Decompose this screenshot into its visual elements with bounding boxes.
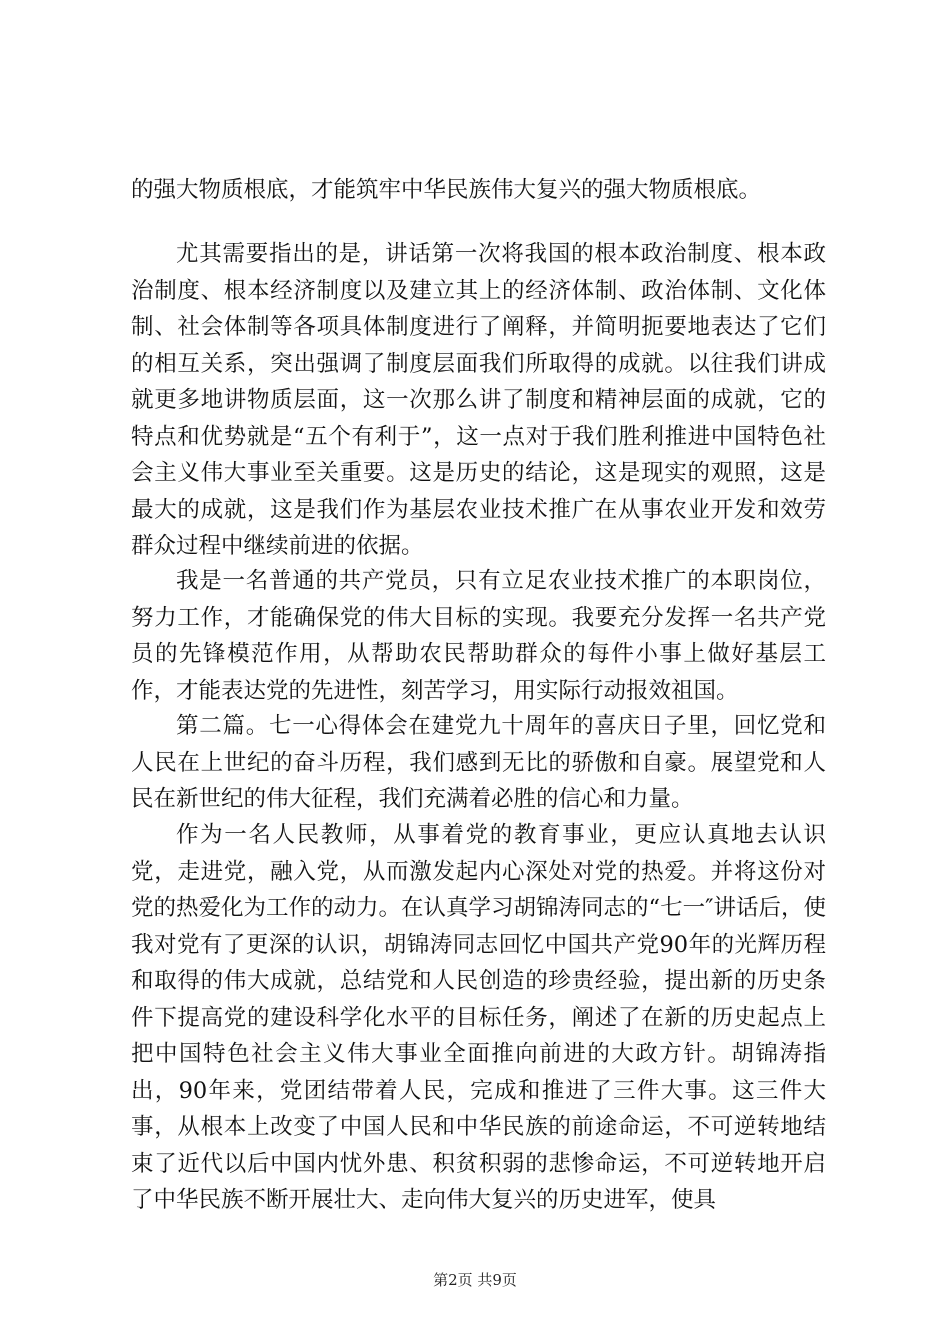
paragraph-party-member-duty: 我是一名普通的共产党员，只有立足农业技术推广的本职岗位，努力工作，才能确保党的伟大目标的实现。我要充分发挥一名共产党员的先锋模范作用，从帮助农民帮助群众的每件小事上做好基层工作，才能表达党的先进性，刻苦学习，用实际行动报效祖国。 (131, 568, 826, 704)
paragraph-continuation: 的强大物质根底，才能筑牢中华民族伟大复兴的强大物质根底。 (131, 177, 762, 203)
paragraph-second-article-intro: 第二篇。七一心得体会在建党九十周年的喜庆日子里，回忆党和人民在上世纪的奋斗历程，我们感到无比的骄傲和自豪。展望党和人民在新世纪的伟大征程，我们充满着必胜的信心和力量。 (131, 713, 826, 812)
paragraph-institutional-achievements: 尤其需要指出的是，讲话第一次将我国的根本政治制度、根本政治制度、根本经济制度以及建立其上的经济体制、政治体制、文化体制、社会体制等各项具体制度进行了阐释，并简明扼要地表达了它们的相互关系，突出强调了制度层面我们所取得的成就。以往我们讲成就更多地讲物质层面，这一次那么讲了制度和精神层面的成就，它的特点和优势就是“五个有利于”，这一点对于我们胜利推进中国特色社会主义伟大事业至关重要。这是历史的结论，这是现实的观照，这是最大的成就，这是我们作为基层农业技术推广在从事农业开发和效劳群众过程中继续前进的依据。 (131, 241, 826, 559)
page-number-footer: 第2页 共9页 (433, 1271, 517, 1289)
paragraph-teacher-reflection: 作为一名人民教师，从事着党的教育事业，更应认真地去认识党，走进党，融入党，从而激发起内心深处对党的热爱。并将这份对党的热爱化为工作的动力。在认真学习胡锦涛同志的“七一″讲话后，使我对党有了更深的认识，胡锦涛同志回忆中国共产党90年的光辉历程和取得的伟大成就，总结党和人民创造的珍贵经验，提出新的历史条件下提高党的建设科学化水平的目标任务，阐述了在新的历史起点上把中国特色社会主义伟大事业全面推向前进的大政方针。胡锦涛指出，90年来，党团结带着人民，完成和推进了三件大事。这三件大事，从根本上改变了中国人民和中华民族的前途命运，不可逆转地结束了近代以后中国内忧外患、积贫积弱的悲惨命运，不可逆转地开启了中华民族不断开展壮大、走向伟大复兴的历史进军，使具 (131, 822, 826, 1213)
